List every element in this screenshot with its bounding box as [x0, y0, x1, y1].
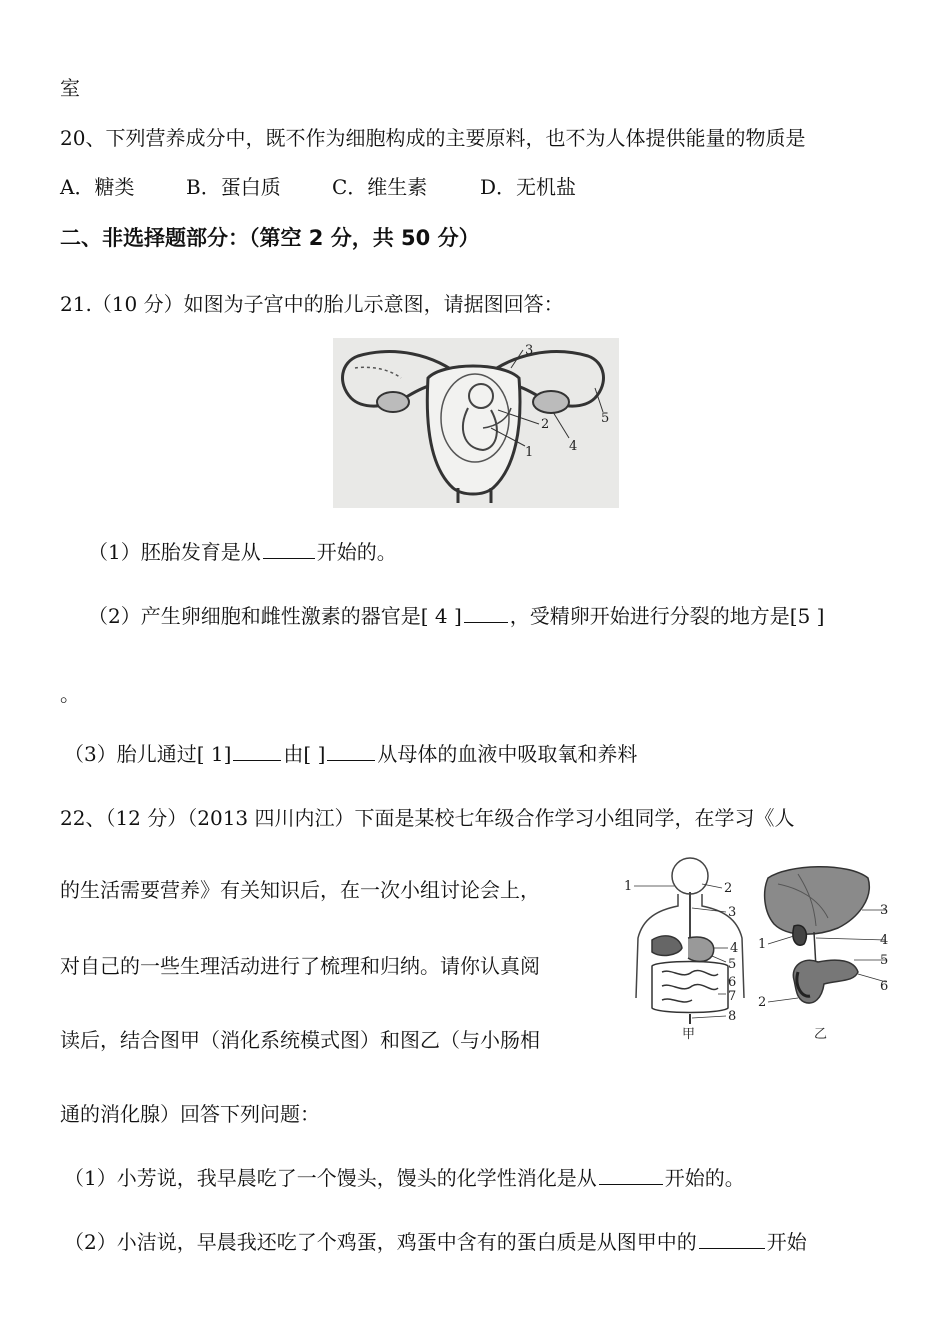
fig2-yi-label-4: 4: [880, 933, 889, 948]
fig2-jia-label-3: 3: [728, 905, 737, 920]
fig2-yi-label-1: 1: [758, 937, 767, 952]
question-22-part-1: （1）小芳说，我早晨吃了一个馒头，馒头的化学性消化是从 开始的。: [64, 1166, 745, 1190]
fig2-jia-label-4: 4: [730, 941, 739, 956]
question-21-part-3: （3）胎儿通过[ 1] 由[ ] 从母体的血液中吸取氧和养料: [64, 742, 638, 766]
fig1-label-5: 5: [601, 411, 610, 426]
answer-blank[interactable]: [699, 1228, 765, 1249]
question-22-line-1: 22、（12 分）（2013 四川内江）下面是某校七年级合作学习小组同学，在学习《人: [60, 806, 795, 830]
option-b: B．蛋白质: [186, 175, 281, 199]
question-22-line-4: 读后，结合图甲（消化系统模式图）和图乙（与小肠相: [60, 1028, 540, 1052]
fig2-caption-yi: 乙: [814, 1027, 828, 1042]
question-22-line-5: 通的消化腺）回答下列问题：: [60, 1102, 320, 1126]
section-heading: 二、非选择题部分：（第空 2 分，共 50 分）: [60, 226, 480, 250]
fig2-jia-label-8: 8: [728, 1009, 737, 1024]
option-d: D．无机盐: [480, 175, 577, 199]
fig2-caption-jia: 甲: [682, 1027, 696, 1042]
question-21-part-1: （1）胚胎发育是从 开始的。: [88, 540, 397, 564]
fig2-jia-label-1: 1: [624, 879, 633, 894]
digestive-system-diagram: [618, 848, 894, 1044]
fig2-jia-label-2: 2: [724, 881, 733, 896]
fig2-yi-label-2: 2: [758, 995, 767, 1010]
answer-blank[interactable]: [327, 740, 375, 761]
question-22-line-2: 的生活需要营养》有关知识后，在一次小组讨论会上，: [60, 878, 540, 902]
fig2-yi-label-3: 3: [880, 903, 889, 918]
option-c: C．维生素: [332, 175, 428, 199]
question-20: 20、下列营养成分中，既不作为细胞构成的主要原料，也不为人体提供能量的物质是: [60, 126, 806, 150]
option-a: A．糖类: [60, 175, 135, 199]
question-20-options: [60, 173, 576, 201]
fig1-label-3: 3: [525, 343, 534, 358]
answer-blank[interactable]: [599, 1164, 663, 1185]
fig2-jia-label-5: 5: [728, 957, 737, 972]
question-21-part-2: （2）产生卵细胞和雌性激素的器官是[ 4 ] ，受精卵开始进行分裂的地方是[5 ]: [88, 604, 825, 628]
answer-blank[interactable]: [233, 740, 281, 761]
question-21-part-2-end: 。: [60, 682, 80, 706]
fig2-jia-label-7: 7: [728, 989, 737, 1004]
fig1-label-4: 4: [569, 439, 578, 454]
fig2-yi-label-5: 5: [880, 953, 889, 968]
answer-blank[interactable]: [263, 538, 315, 559]
fig1-label-2: 2: [541, 417, 550, 432]
question-22-part-2: （2）小洁说，早晨我还吃了个鸡蛋，鸡蛋中含有的蛋白质是从图甲中的 开始: [64, 1230, 807, 1254]
question-22-line-3: 对自己的一些生理活动进行了梳理和归纳。请你认真阅: [60, 954, 540, 978]
uterus-fetus-diagram: [333, 338, 619, 508]
text-line-continuation: 室: [60, 76, 80, 100]
question-21: 21.（10 分）如图为子宫中的胎儿示意图，请据图回答：: [60, 292, 564, 316]
fig2-jia-label-6: 6: [728, 975, 737, 990]
fig2-yi-label-6: 6: [880, 979, 889, 994]
fig1-label-1: 1: [525, 445, 534, 460]
answer-blank[interactable]: [464, 602, 508, 623]
